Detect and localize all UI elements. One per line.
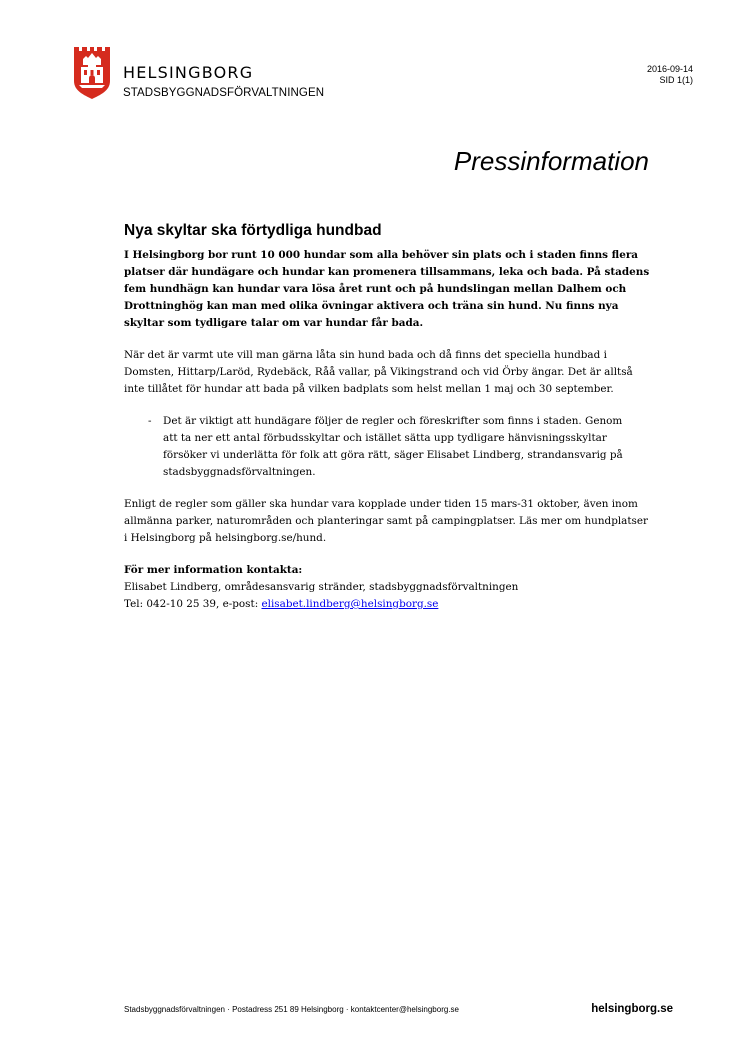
- contact-block: [124, 562, 654, 613]
- contact-email-link[interactable]: elisabet.lindberg@helsingborg.se: [261, 598, 439, 610]
- footer-website[interactable]: helsingborg.se: [591, 1003, 673, 1015]
- contact-name: Elisabet Lindberg, områdesansvarig stränder, stadsbyggnadsförvaltningen: [124, 581, 519, 593]
- article-paragraph-1: När det är varmt ute vill man gärna låta sin hund bada och då finns det speciella hundbad i Domsten, Hittarp/Laröd, Rydebäck, Råå vallar, på Vikingstrand och vid Örby ängar. Det är alltså inte tillåtet för hundar att bada på vilken badplats som helst mellan 1 maj och 30 september.: [124, 349, 633, 395]
- article-lead: I Helsingborg bor runt 10 000 hundar som alla behöver sin plats och i staden finns flera platser där hundägare och hundar kan promenera tillsammans, leka och bada. På stadens fem hundhägn kan hundar vara lösa året runt och på hundslingan mellan Dalhem och Drottninghög kan man med olika övningar aktivera och träna sin hund. Nu finns nya skyltar som tydligare talar om var hundar får bada.: [124, 249, 650, 329]
- department-name: STADSBYGGNADSFÖRVALTNINGEN: [123, 87, 325, 99]
- quote-dash: -: [148, 415, 152, 427]
- article-headline: Nya skyltar ska förtydliga hundbad: [124, 222, 382, 239]
- article-quote: [124, 413, 654, 481]
- footer-address: Stadsbyggnadsförvaltningen · Postadress 251 89 Helsingborg · kontaktcenter@helsingborg.se: [124, 1005, 459, 1014]
- article-body: [124, 222, 654, 613]
- contact-tel-line: [124, 596, 654, 613]
- contact-tel: Tel: 042-10 25 39, e-post:: [124, 598, 262, 610]
- page-number: SID 1(1): [659, 75, 693, 85]
- document-meta: [647, 64, 693, 86]
- document-type-title: Pressinformation: [453, 146, 649, 176]
- quote-text: Det är viktigt att hundägare följer de regler och föreskrifter som finns i staden. Genom att ta ner ett antal förbudsskyltar och istället sätta upp tydligare hänvisningsskyltar försöker vi underlätta för folk att göra rätt, säger Elisabet Lindberg, strandansvarig på stadsbyggnadsförvaltningen.: [163, 415, 623, 478]
- contact-heading: För mer information kontakta:: [124, 564, 303, 576]
- document-date: 2016-09-14: [646, 64, 693, 74]
- brand-name: HELSINGBORG: [123, 63, 254, 82]
- article-paragraph-2: Enligt de regler som gäller ska hundar vara kopplade under tiden 15 mars-31 oktober, även inom allmänna parker, naturområden och planteringar samt på campingplatser. Läs mer om hundplatser i Helsingborg på helsingborg.se/hund.: [124, 498, 648, 544]
- helsingborg-crest-logo: [74, 45, 110, 99]
